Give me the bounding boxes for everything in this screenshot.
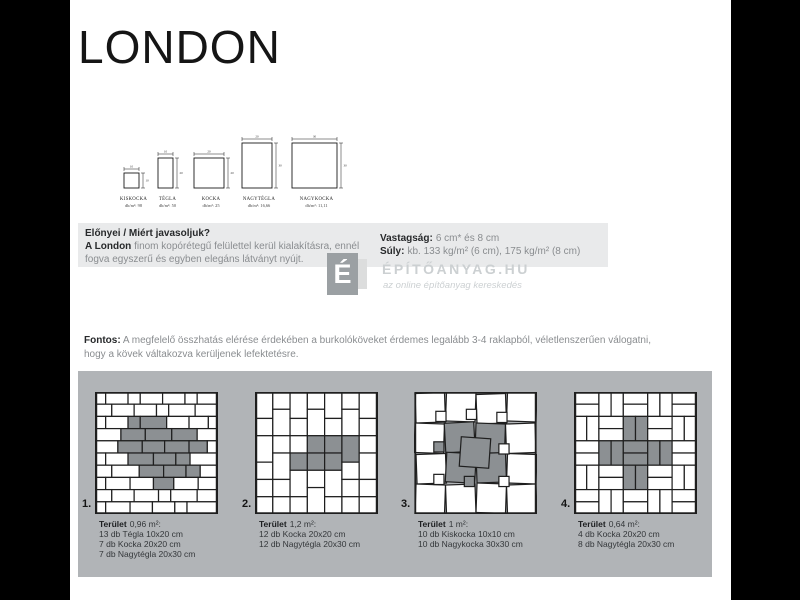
svg-text:TÉGLA: TÉGLA [158, 197, 177, 202]
svg-text:20: 20 [230, 171, 234, 175]
svg-text:20: 20 [207, 149, 211, 154]
material-line: 7 db Nagytégla 20x30 cm [99, 549, 196, 559]
material-line: 8 db Nagytégla 20x30 cm [578, 539, 675, 549]
pattern-number: 3. [401, 498, 411, 510]
right-black-bar [731, 0, 800, 600]
patterns-panel [78, 371, 712, 577]
svg-text:10: 10 [145, 178, 149, 183]
pattern-figure-4 [561, 392, 698, 549]
svg-text:db/m²: 98: db/m²: 98 [124, 203, 143, 208]
svg-text:KISKOCKA: KISKOCKA [119, 197, 148, 202]
svg-text:db/m²: 25: db/m²: 25 [202, 203, 220, 208]
pattern-figure-2 [242, 392, 379, 549]
pattern-2-svg [255, 392, 378, 514]
svg-text:30: 30 [312, 134, 317, 139]
svg-text:NAGYKOCKA: NAGYKOCKA [299, 197, 334, 202]
specs-column [380, 232, 602, 258]
material-line: 13 db Tégla 10x20 cm [99, 529, 183, 539]
pattern-figure-1 [82, 392, 219, 559]
svg-text:10: 10 [129, 164, 134, 169]
svg-text:20: 20 [255, 134, 259, 139]
svg-text:20: 20 [179, 171, 183, 175]
material-line: 4 db Kocka 20x20 cm [578, 529, 660, 539]
material-line: 7 db Kocka 20x20 cm [99, 539, 181, 549]
svg-text:db/m²: 16,66: db/m²: 16,66 [247, 203, 271, 208]
pattern-caption: Terület 0,96 m²: 13 db Tégla 10x20 cm 7 db Kocka 20x20 cm 7 db Nagytégla 20x30 cm [95, 519, 219, 559]
important-note: Fontos: A megfelelő összhatás elérése érdekében a burkolóköveket érdemes legalább 3-4 raklapból, véletlenszerűen válogatni, hogy a kövek váltakozva kerüljenek lefektetésre. [84, 335, 651, 360]
spec-weight: Súly: kb. 133 kg/m² (6 cm), 175 kg/m² (8 cm) [380, 246, 581, 257]
svg-text:db/m²: 11,11: db/m²: 11,11 [305, 203, 328, 208]
pattern-1-svg [95, 392, 218, 514]
svg-text:30: 30 [343, 163, 347, 168]
left-black-bar [0, 0, 70, 600]
pattern-caption: Terület 1,2 m²: 12 db Kocka 20x20 cm 12 db Nagytégla 20x30 cm [255, 519, 379, 549]
tile-sizes-svg [118, 126, 354, 216]
pattern-figure-3 [401, 392, 538, 549]
svg-text:db/m²: 50: db/m²: 50 [158, 203, 177, 208]
watermark-subtitle: az online építőanyag kereskedés [383, 280, 522, 291]
pattern-caption: Terület 1 m²: 10 db Kiskocka 10x10 cm 10 db Nagykocka 30x30 cm [414, 519, 538, 549]
watermark-title: ÉPÍTŐANYAG.HU [382, 261, 530, 277]
material-line: 12 db Nagytégla 20x30 cm [259, 539, 361, 549]
svg-text:NAGYTÉGLA: NAGYTÉGLA [242, 197, 276, 202]
pattern-3-svg [414, 392, 537, 514]
epitoanyag-logo-icon: É [327, 253, 358, 295]
material-line: 12 db Kocka 20x20 cm [259, 529, 346, 539]
product-title: LONDON [78, 21, 281, 73]
svg-text:30: 30 [278, 163, 282, 168]
material-line: 10 db Nagykocka 30x30 cm [418, 539, 523, 549]
benefits-lead: A London [85, 241, 132, 252]
pattern-number: 4. [561, 498, 571, 510]
pattern-4-svg [574, 392, 697, 514]
spec-thickness: Vastagság: 6 cm* és 8 cm [380, 233, 500, 244]
pattern-number: 2. [242, 498, 252, 510]
note-label: Fontos: [84, 335, 121, 346]
tile-sizes-diagram [118, 126, 354, 216]
benefits-title: Előnyei / Miért javasoljuk? [85, 228, 211, 239]
svg-text:KOCKA: KOCKA [201, 197, 221, 202]
pattern-number: 1. [82, 498, 92, 510]
pattern-caption: Terület 0,64 m²: 4 db Kocka 20x20 cm 8 db Nagytégla 20x30 cm [574, 519, 698, 549]
benefits-text: A London finom kopórétegű felülettel kerül kialakításra, ennél fogva egyszerű és egyben elegáns látványt nyújt. [85, 241, 360, 265]
svg-text:10: 10 [163, 149, 168, 154]
material-line: 10 db Kiskocka 10x10 cm [418, 529, 515, 539]
